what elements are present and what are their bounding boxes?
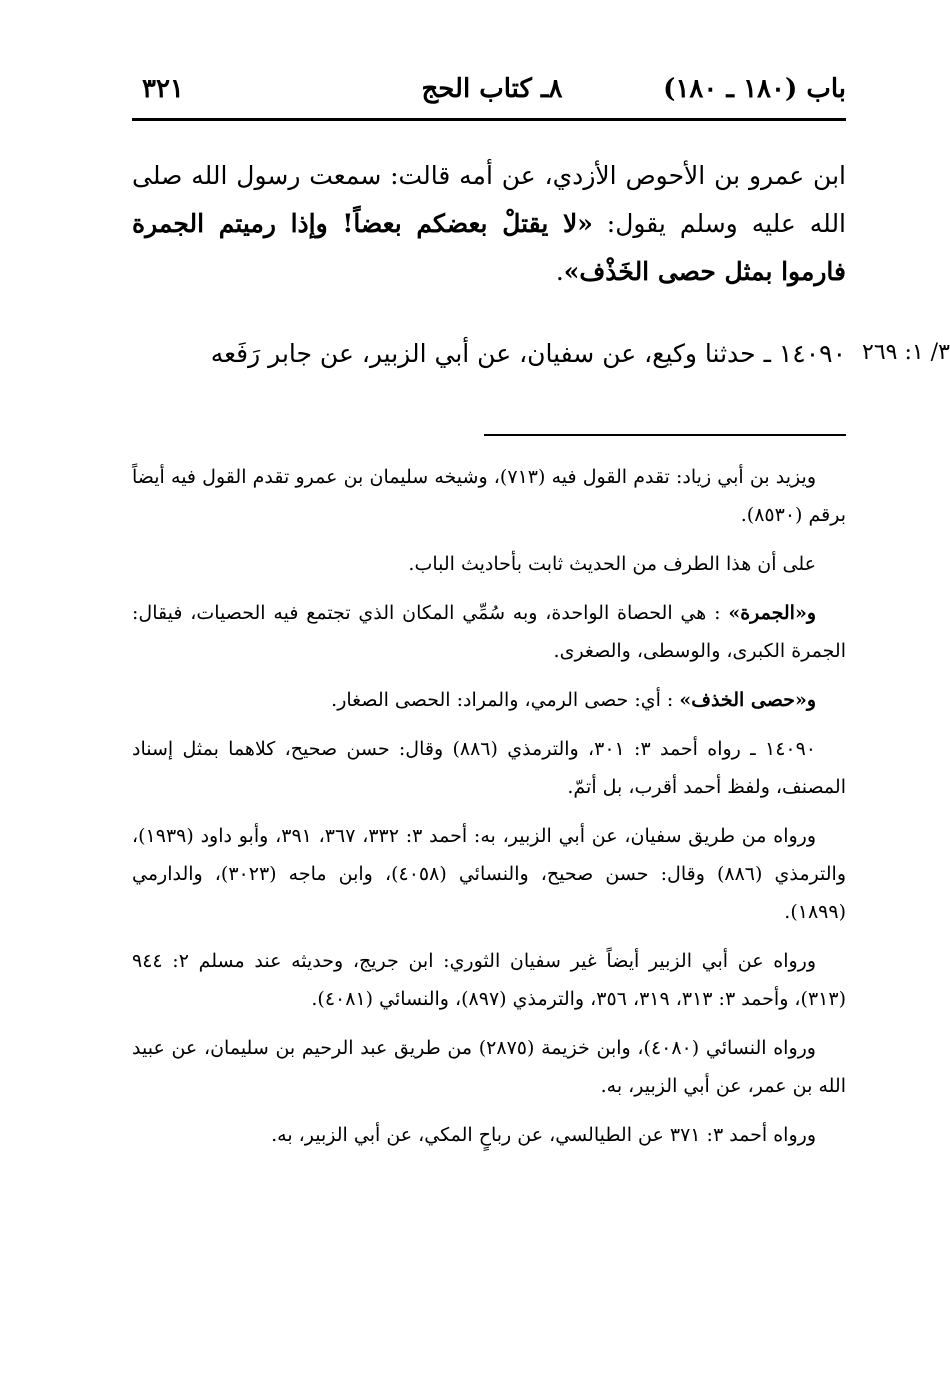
footnote-separator: [484, 434, 846, 436]
header-rule: [132, 118, 846, 121]
hadith-text: ١٤٠٩٠ ـ حدثنا وكيع، عن سفيان، عن أبي الزبير، عن جابر رَفَعه: [210, 339, 846, 368]
page-number: ٣٢١: [142, 74, 184, 104]
footnote-paragraph: ويزيد بن أبي زياد: تقدم القول فيه (٧١٣)، وشيخه سليمان بن عمرو تقدم القول فيه أيضاً برقم (٨٥٣٠).: [132, 466, 846, 526]
footnote-definition: : هي الحصاة الواحدة، وبه سُمِّي المكان الذي تجتمع فيه الحصيات، فيقال: الجمرة الكبرى، والوسطى، والصغرى.: [132, 602, 846, 662]
margin-reference: ٣/ ١: ٢٦٩: [862, 340, 950, 365]
main-line-2-plain: صلى الله عليه وسلم يقول:: [132, 161, 847, 238]
footnote-term: و«حصى الخذف»: [679, 689, 816, 711]
footnote-paragraph: ورواه عن أبي الزبير أيضاً غير سفيان الثوري: ابن جريج، وحديثه عند مسلم ٢: ٩٤٤ (٣١٣)، وأحمد ٣: ٣١٣، ٣١٩، ٣٥٦، والترمذي (٨٩٧)، والنسائي (٤٠٨١).: [132, 950, 846, 1010]
main-line-2-quote: «لا يقتلْ بعضكم بعضاً! وإذا رميتم الجمرة: [132, 209, 593, 238]
footnotes: [132, 458, 846, 1165]
main-line-1: ابن عمرو بن الأحوص الأزدي، عن أمه قالت: سمعت رسول الله: [191, 161, 846, 190]
footnote-paragraph: ورواه من طريق سفيان، عن أبي الزبير، به: أحمد ٣: ٣٣٢، ٣٦٧، ٣٩١، وأبو داود (١٩٣٩)، والترمذي (٨٨٦) وقال: حسن صحيح، والنسائي (٤٠٥٨)، وابن ماجه (٣٠٢٣)، والدارمي (١٨٩٩).: [132, 825, 846, 923]
chapter-title: باب (١٨٠ ـ ١٨٠): [663, 74, 846, 104]
main-line-3-quote: فارموا بمثل حصى الخَذْف»: [563, 257, 846, 286]
footnote-paragraph: على أن هذا الطرف من الحديث ثابت بأحاديث الباب.: [408, 553, 816, 575]
main-line-3-end: .: [555, 257, 564, 286]
main-text: [132, 152, 846, 296]
page-header: [132, 70, 846, 118]
book-title: ٨ـ كتاب الحج: [421, 74, 563, 104]
footnote-definition: : أي: حصى الرمي، والمراد: الحصى الصغار.: [331, 689, 674, 711]
footnote-paragraph: [132, 594, 846, 670]
footnote-paragraph: ورواه النسائي (٤٠٨٠)، وابن خزيمة (٢٨٧٥) من طريق عبد الرحيم بن سليمان، عن عبيد الله بن عمر، عن أبي الزبير، به.: [132, 1037, 846, 1097]
hadith-entry: [132, 330, 846, 378]
footnote-paragraph: ١٤٠٩٠ ـ رواه أحمد ٣: ٣٠١، والترمذي (٨٨٦) وقال: حسن صحيح، كلاهما بمثل إسناد المصنف، ولفظ أحمد أقرب، بل أتمّ.: [132, 738, 846, 798]
footnote-term: و«الجمرة»: [728, 602, 816, 624]
footnote-paragraph: [132, 681, 846, 719]
footnote-paragraph: ورواه أحمد ٣: ٣٧١ عن الطيالسي، عن رباحٍ المكي، عن أبي الزبير، به.: [271, 1124, 816, 1146]
